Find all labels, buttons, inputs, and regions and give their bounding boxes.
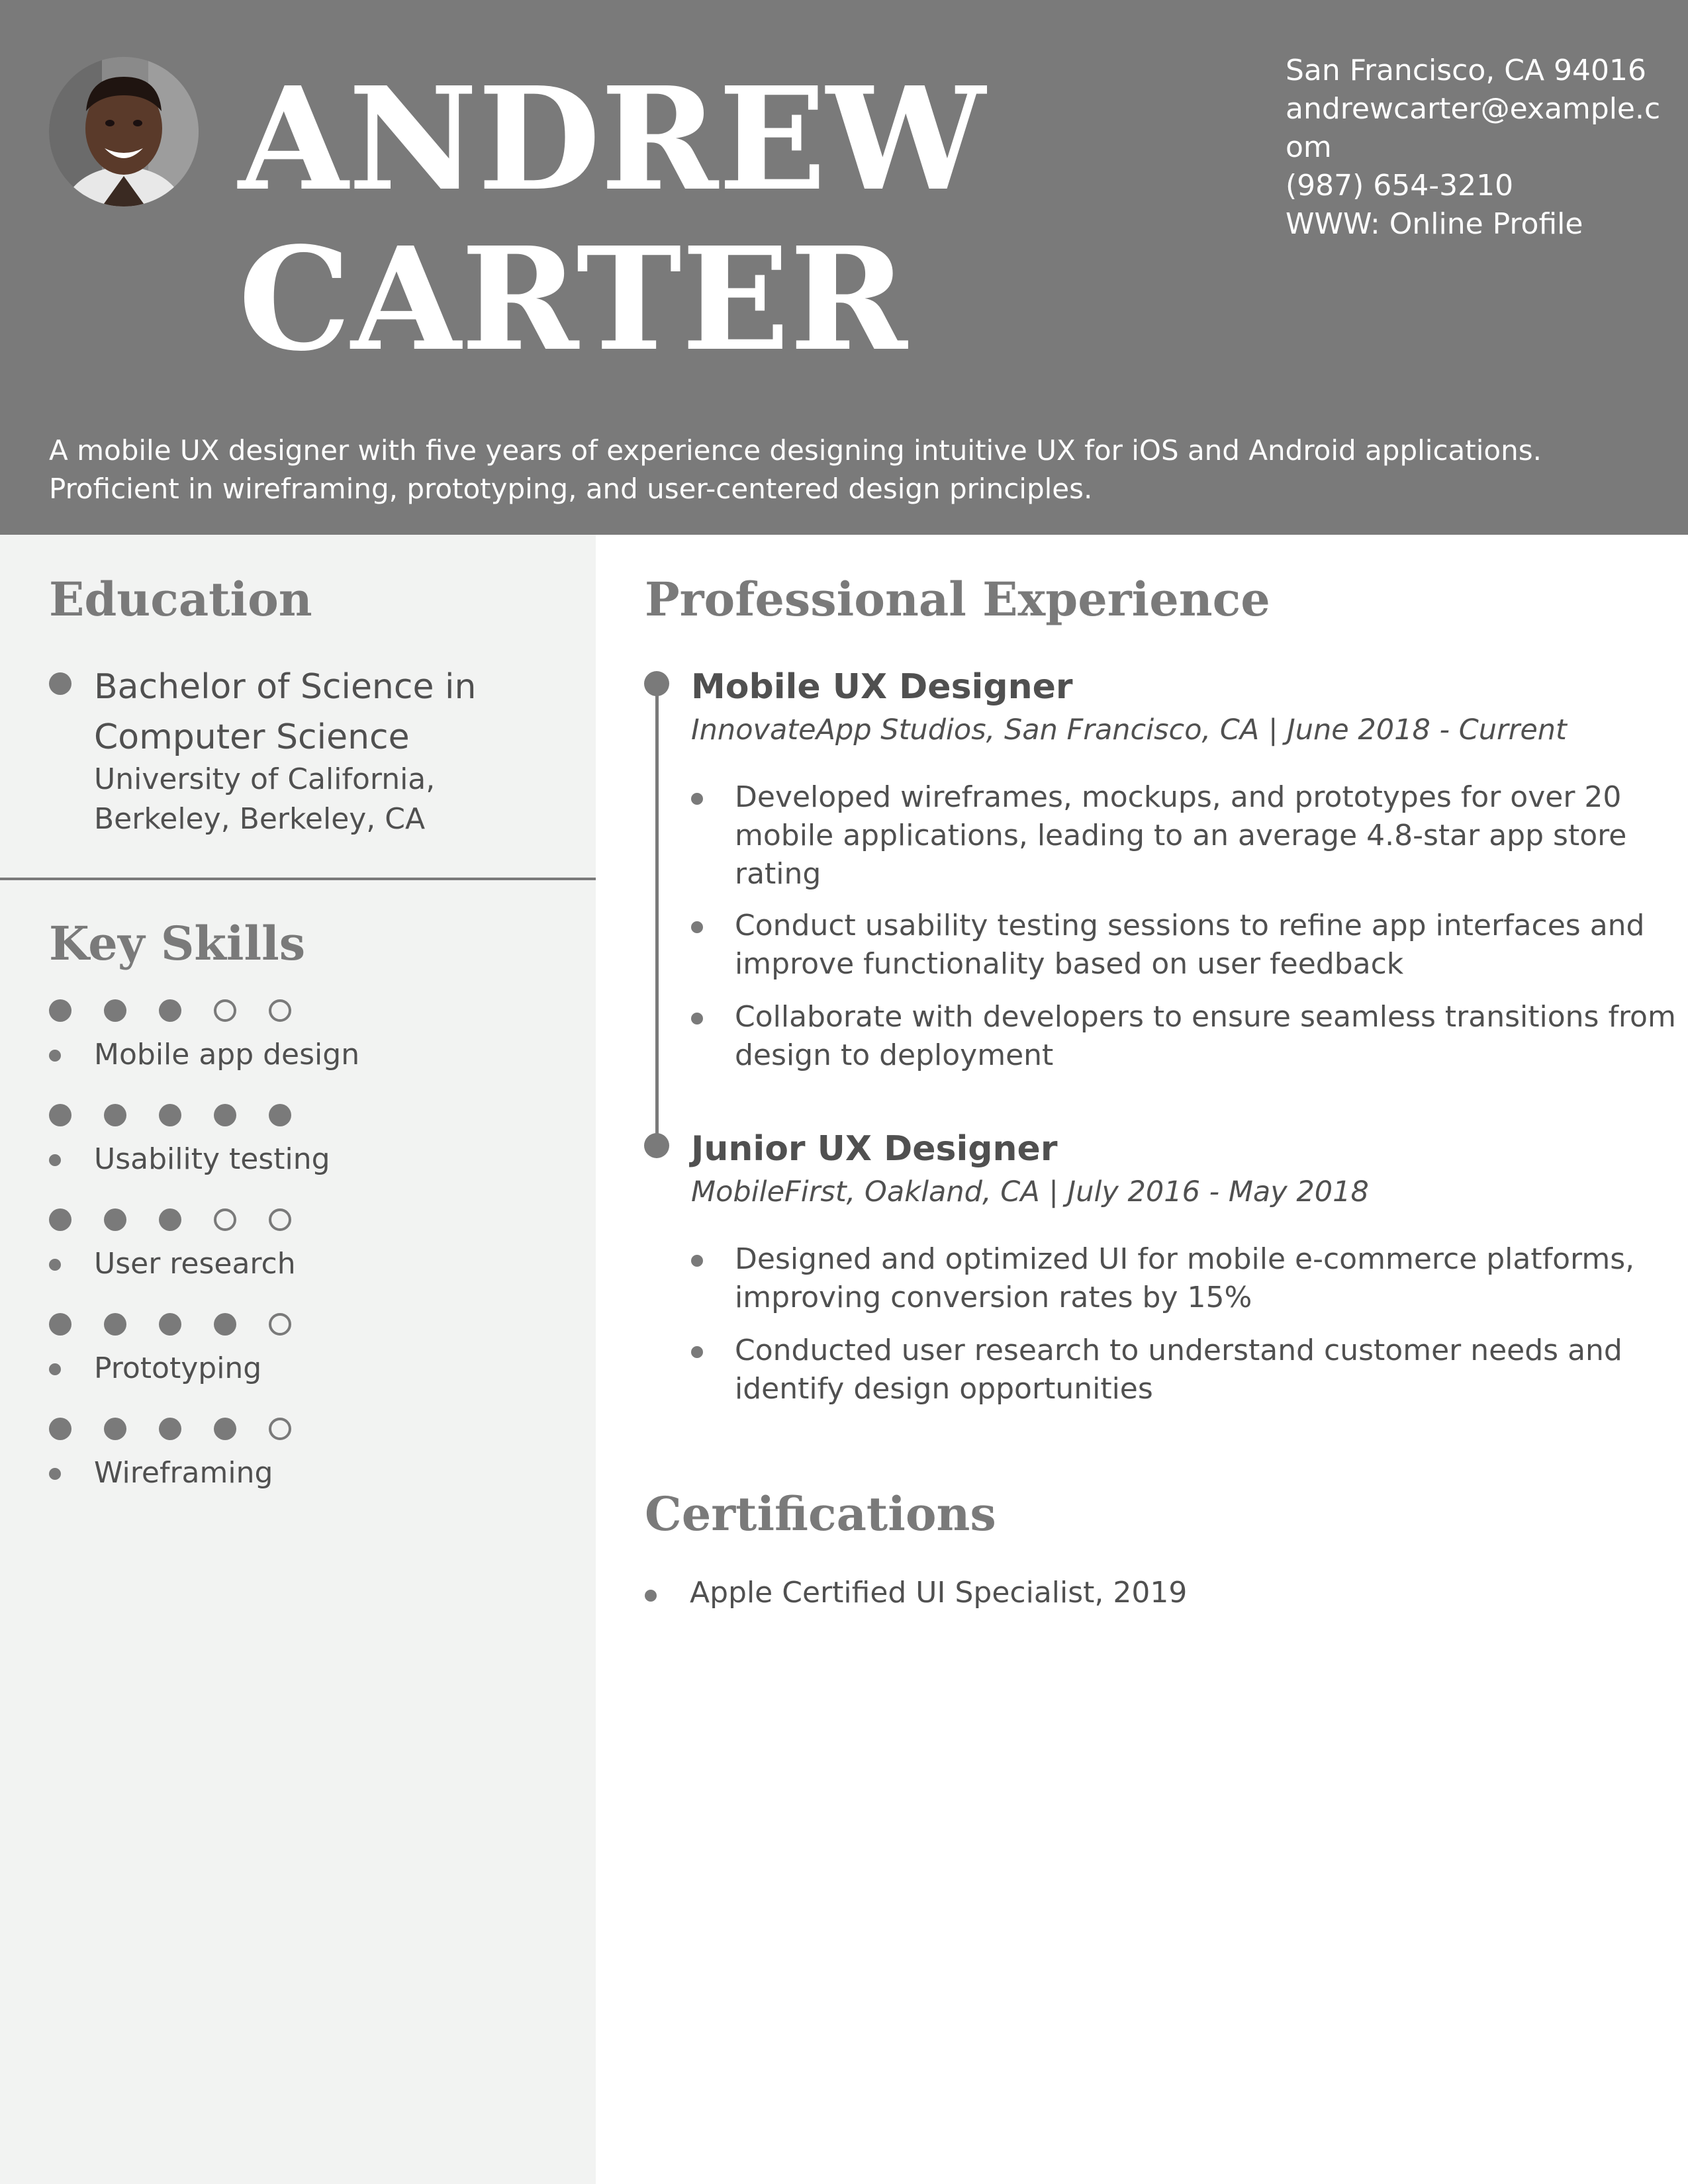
rating-filled-dot-icon xyxy=(104,1208,126,1231)
rating-filled-dot-icon xyxy=(49,1313,71,1336)
bullet-line: design to deployment xyxy=(735,1038,1054,1072)
bullet-line: Conducted user research to understand customer needs and xyxy=(735,1334,1622,1367)
education-bullet-icon xyxy=(49,672,71,695)
skill-label: Mobile app design xyxy=(94,1038,360,1071)
bullet-line: improve functionality based on user feedback xyxy=(735,947,1404,981)
skill-row xyxy=(49,999,579,1104)
job-title: Mobile UX Designer xyxy=(691,667,1073,707)
bullet-line: mobile applications, leading to an average 4.8-star app store xyxy=(735,819,1627,852)
bullet-icon xyxy=(49,1050,61,1062)
timeline-dot-icon xyxy=(644,671,669,696)
rating-empty-dot-icon xyxy=(214,999,236,1022)
rating-filled-dot-icon xyxy=(214,1104,236,1126)
rating-filled-dot-icon xyxy=(159,1313,181,1336)
bullet-text xyxy=(735,1332,1622,1408)
experience-timeline xyxy=(655,682,659,1145)
education-school xyxy=(94,760,435,839)
school-line-1: University of California, xyxy=(94,762,436,796)
bullet-text xyxy=(735,1240,1634,1317)
rating-empty-dot-icon xyxy=(269,1313,291,1336)
skills-heading: Key Skills xyxy=(49,916,306,971)
profile-photo xyxy=(49,57,199,206)
rating-filled-dot-icon xyxy=(49,1208,71,1231)
contact-phone: (987) 654-3210 xyxy=(1286,169,1514,203)
sidebar-divider xyxy=(0,878,596,880)
candidate-name xyxy=(238,56,986,383)
resume-header xyxy=(0,0,1688,535)
skill-label: User research xyxy=(94,1247,296,1281)
degree-line-2: Computer Science xyxy=(94,717,410,757)
rating-filled-dot-icon xyxy=(214,1418,236,1440)
bullet-line: improving conversion rates by 15% xyxy=(735,1281,1252,1314)
skill-row xyxy=(49,1208,579,1313)
bullet-icon xyxy=(49,1468,61,1480)
skill-row xyxy=(49,1104,579,1208)
bullet-line: Conduct usability testing sessions to refine app interfaces and xyxy=(735,909,1645,942)
summary-line-2: Proficient in wireframing, prototyping, and user-centered design principles. xyxy=(49,473,1093,505)
bullet-icon xyxy=(691,1346,703,1358)
contact-info xyxy=(1286,52,1661,244)
avatar xyxy=(49,57,199,206)
job-title: Junior UX Designer xyxy=(691,1129,1058,1169)
contact-website-link[interactable]: WWW: Online Profile xyxy=(1286,207,1583,241)
bullet-line: Designed and optimized UI for mobile e-commerce platforms, xyxy=(735,1242,1635,1276)
skill-row xyxy=(49,1313,579,1418)
rating-filled-dot-icon xyxy=(159,999,181,1022)
bullet-line: Collaborate with developers to ensure seamless transitions from xyxy=(735,1000,1676,1034)
education-degree xyxy=(94,662,571,762)
contact-address: San Francisco, CA 94016 xyxy=(1286,54,1647,87)
bullet-icon xyxy=(49,1363,61,1375)
bullet-icon xyxy=(49,1154,61,1166)
contact-email-line-2[interactable]: om xyxy=(1286,130,1332,164)
rating-filled-dot-icon xyxy=(214,1313,236,1336)
skill-label: Usability testing xyxy=(94,1142,330,1176)
rating-filled-dot-icon xyxy=(49,1104,71,1126)
rating-filled-dot-icon xyxy=(159,1418,181,1440)
rating-filled-dot-icon xyxy=(49,999,71,1022)
bullet-line: identify design opportunities xyxy=(735,1372,1153,1406)
rating-empty-dot-icon xyxy=(269,1418,291,1440)
rating-filled-dot-icon xyxy=(104,1418,126,1440)
rating-empty-dot-icon xyxy=(269,999,291,1022)
bullet-icon xyxy=(691,1013,703,1024)
rating-empty-dot-icon xyxy=(214,1208,236,1231)
bullet-text xyxy=(735,778,1626,893)
rating-filled-dot-icon xyxy=(49,1418,71,1440)
job-meta: MobileFirst, Oakland, CA | July 2016 - May 2018 xyxy=(691,1175,1369,1208)
rating-empty-dot-icon xyxy=(269,1208,291,1231)
profile-summary xyxy=(49,432,1651,508)
school-line-2: Berkeley, Berkeley, CA xyxy=(94,802,426,836)
rating-filled-dot-icon xyxy=(159,1208,181,1231)
bullet-icon xyxy=(49,1259,61,1271)
first-name: ANDREW xyxy=(238,56,986,222)
last-name: CARTER xyxy=(238,216,908,383)
bullet-text xyxy=(735,907,1644,983)
timeline-dot-icon xyxy=(644,1133,669,1158)
bullet-icon xyxy=(691,921,703,933)
bullet-text xyxy=(735,998,1676,1075)
certifications-heading: Certifications xyxy=(645,1486,996,1541)
rating-filled-dot-icon xyxy=(104,1104,126,1126)
education-heading: Education xyxy=(49,572,312,627)
certification-text: Apple Certified UI Specialist, 2019 xyxy=(690,1576,1188,1610)
bullet-icon xyxy=(691,793,703,805)
rating-filled-dot-icon xyxy=(104,1313,126,1336)
rating-filled-dot-icon xyxy=(104,999,126,1022)
skill-label: Prototyping xyxy=(94,1351,262,1385)
rating-filled-dot-icon xyxy=(269,1104,291,1126)
job-meta: InnovateApp Studios, San Francisco, CA | June 2018 - Current xyxy=(691,713,1567,747)
experience-heading: Professional Experience xyxy=(645,572,1270,627)
bullet-icon xyxy=(645,1590,657,1602)
skill-row xyxy=(49,1418,579,1522)
bullet-line: Developed wireframes, mockups, and prototypes for over 20 xyxy=(735,780,1622,814)
summary-line-1: A mobile UX designer with five years of experience designing intuitive UX for iOS and Android applications. xyxy=(49,434,1542,467)
contact-email-line-1[interactable]: andrewcarter@example.c xyxy=(1286,92,1661,126)
bullet-line: rating xyxy=(735,857,821,891)
rating-filled-dot-icon xyxy=(159,1104,181,1126)
degree-line-1: Bachelor of Science in xyxy=(94,667,477,707)
bullet-icon xyxy=(691,1255,703,1267)
skill-label: Wireframing xyxy=(94,1456,273,1490)
